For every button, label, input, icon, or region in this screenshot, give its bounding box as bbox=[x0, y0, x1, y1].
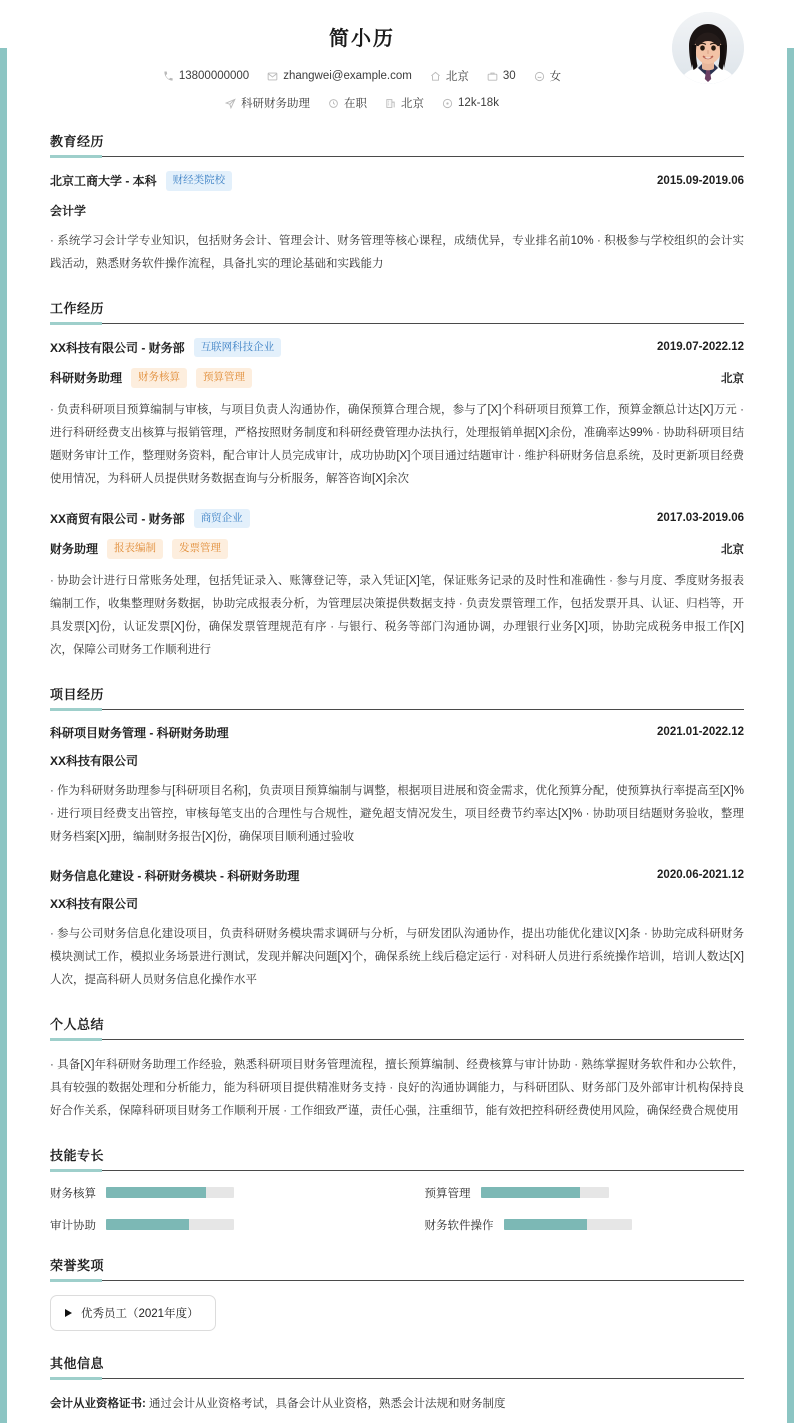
role-tag: 预算管理 bbox=[196, 368, 252, 388]
section-rule bbox=[50, 1280, 744, 1281]
section-title-awards: 荣誉奖项 bbox=[50, 1257, 105, 1273]
section-rule bbox=[50, 156, 744, 157]
role-tag: 发票管理 bbox=[172, 539, 228, 559]
building-icon bbox=[385, 98, 396, 109]
intent-position-text: 科研财务助理 bbox=[241, 98, 311, 110]
section-rule-accent bbox=[50, 1038, 102, 1041]
job-title: 科研财务助理 bbox=[50, 371, 123, 386]
contact-phone-text: 13800000000 bbox=[178, 70, 250, 82]
entry-role-line bbox=[50, 368, 744, 388]
company-tag: 商贸企业 bbox=[194, 509, 250, 529]
entry-header-line bbox=[50, 867, 744, 884]
contact-phone bbox=[163, 70, 249, 82]
gender-icon bbox=[534, 71, 545, 82]
section-rule bbox=[50, 1378, 744, 1379]
skill-label: 审计协助 bbox=[50, 1219, 96, 1232]
section-header-project bbox=[50, 684, 744, 710]
entry-header-line bbox=[50, 509, 744, 529]
phone-icon bbox=[163, 71, 174, 82]
award-chip[interactable] bbox=[50, 1295, 216, 1331]
school-name: 北京工商大学 - 本科 bbox=[50, 174, 157, 189]
skill-progress-track bbox=[504, 1219, 632, 1230]
work-location: 北京 bbox=[721, 372, 744, 385]
skill-progress-track bbox=[106, 1187, 234, 1198]
work-description: · 协助会计进行日常账务处理，包括凭证录入、账簿登记等，录入凭证[X]笔，保证账务记录的及时性和准确性 · 参与月度、季度财务报表编制工作，收集整理财务数据，协助完成报表分析，为管理层决策提供数据支持 · 负责发票管理工作，包括发票开具、认证、归档等，开具发票[X]份，认证发票[X]份，确保发票管理规范有序 · 与银行、税务等部门沟通协调，办理银行业务[X]项，协助完成税务申报工作[X]次，保障公司财务工作顺利进行 bbox=[50, 574, 744, 656]
section-rule-accent bbox=[50, 1279, 102, 1282]
skill-label: 预算管理 bbox=[424, 1187, 471, 1200]
work-date: 2019.07-2022.12 bbox=[657, 341, 744, 354]
entry-header-line bbox=[50, 171, 744, 191]
awards-row bbox=[50, 1295, 744, 1331]
section-rule bbox=[50, 1170, 744, 1171]
entry-left bbox=[50, 509, 250, 529]
entry-left bbox=[50, 338, 281, 358]
entry-header-line bbox=[50, 338, 744, 358]
project-name: 财务信息化建设 - 科研财务模块 - 科研财务助理 bbox=[50, 868, 300, 883]
role-tag: 报表编制 bbox=[107, 539, 163, 559]
summary-text: · 具备[X]年科研财务助理工作经验，熟悉科研项目财务管理流程，擅长预算编制、经费核算与审计协助 · 熟练掌握财务软件和办公软件，具有较强的数据处理和分析能力，能为科研项目提供精准财务支持 · 良好的沟通协调能力，与科研团队、财务部门及外部审计机构保持良好合作关系，保障科研项目财务工作顺利开展 · 工作细致严谨，责任心强，注重细节，能有效把控科研经费使用风险，确保经费合规使用 bbox=[50, 1058, 744, 1117]
project-description: · 作为科研财务助理参与[科研项目名称]，负责项目预算编制与调整，根据项目进展和资金需求，优化预算分配，使预算执行率提高至[X]% · 进行项目经费支出管控，审核每笔支出的合理性与合规性，避免超支情况发生，项目经费节约率达[X]% · 协助项目结题财务验收，整理财务档案[X]册，编制财务报告[X]份，确保项目顺利通过验收 bbox=[50, 784, 744, 843]
entry-role-line bbox=[50, 539, 744, 559]
section-title-work: 工作经历 bbox=[50, 300, 105, 316]
contact-email-text: zhangwei@example.com bbox=[283, 70, 412, 82]
education-date: 2015.09-2019.06 bbox=[657, 174, 744, 187]
project-company: XX科技有限公司 bbox=[50, 753, 139, 768]
section-project bbox=[50, 684, 744, 992]
section-title-education: 教育经历 bbox=[50, 134, 105, 149]
intent-city-text: 北京 bbox=[401, 98, 425, 110]
section-header-work bbox=[50, 298, 744, 324]
contact-row bbox=[50, 68, 744, 84]
school-tag: 财经类院校 bbox=[166, 171, 233, 191]
section-header-awards bbox=[50, 1255, 744, 1281]
status-icon bbox=[328, 98, 339, 109]
entry-header-line bbox=[50, 724, 744, 741]
job-intent-row bbox=[50, 95, 744, 111]
section-header-education bbox=[50, 131, 744, 157]
skill-item bbox=[50, 1185, 370, 1201]
skill-progress-fill bbox=[504, 1219, 587, 1230]
section-rule-accent bbox=[50, 1377, 102, 1380]
section-header-summary bbox=[50, 1014, 744, 1040]
skill-label: 财务软件操作 bbox=[424, 1219, 494, 1232]
project-description: · 参与公司财务信息化建设项目，负责科研财务模块需求调研与分析，与研发团队沟通协作，提出功能优化建议[X]条 · 协助完成科研财务模块测试工作，模拟业务场景进行测试，发现并解决问题[X]个，确保系统上线后稳定运行 · 对科研人员进行系统操作培训，培训人数达[X]人次，提高科研人员财务信息化操作水平 bbox=[50, 927, 744, 986]
home-icon bbox=[430, 71, 441, 82]
intent-status bbox=[328, 95, 367, 111]
section-education bbox=[50, 131, 744, 276]
skills-grid bbox=[50, 1185, 744, 1233]
entry-left bbox=[50, 867, 299, 884]
skill-progress-fill bbox=[106, 1187, 206, 1198]
work-description: · 负责科研项目预算编制与审核，与项目负责人沟通协作，确保预算合理合规，参与了[X]个科研项目预算工作，预算金额总计达[X]万元 · 进行科研经费支出核算与报销管理，严格按照财务制度和科研经费管理办法执行，处理报销单据[X]余份，准确率达99% · 协助科研项目结题财务审计工作，整理财务资料，配合审计人员完成审计，成功协助[X]个项目通过结题审计 · 维护科研财务信息系统，及时更新项目经费使用情况，为科研人员提供财务数据查询与分析服务，解答咨询[X]余次 bbox=[50, 403, 744, 485]
work-date: 2017.03-2019.06 bbox=[657, 512, 744, 525]
briefcase-icon bbox=[487, 71, 498, 82]
section-summary bbox=[50, 1014, 744, 1123]
major-name: 会计学 bbox=[50, 203, 87, 218]
skill-progress-fill bbox=[481, 1187, 581, 1198]
skill-item bbox=[425, 1217, 745, 1233]
avatar bbox=[672, 12, 744, 84]
section-rule bbox=[50, 323, 744, 324]
play-triangle-icon bbox=[65, 1309, 72, 1317]
section-other bbox=[50, 1353, 744, 1416]
intent-salary-text: 12k-18k bbox=[458, 97, 499, 109]
section-rule-accent bbox=[50, 322, 102, 325]
entry-left bbox=[50, 539, 228, 559]
contact-gender-text: 女 bbox=[549, 71, 562, 83]
project-company: XX科技有限公司 bbox=[50, 896, 139, 911]
skill-item bbox=[50, 1217, 370, 1233]
section-title-summary: 个人总结 bbox=[50, 1016, 105, 1032]
intent-status-text: 在职 bbox=[344, 98, 368, 110]
section-rule-accent bbox=[50, 155, 102, 158]
other-info-item bbox=[50, 1393, 744, 1416]
section-awards bbox=[50, 1255, 744, 1331]
contact-gender bbox=[534, 68, 562, 84]
contact-city-text: 北京 bbox=[445, 71, 469, 83]
entry-left bbox=[50, 171, 232, 191]
mail-icon bbox=[267, 71, 278, 82]
company-name: XX商贸有限公司 - 财务部 bbox=[50, 511, 185, 526]
section-rule-accent bbox=[50, 708, 102, 711]
project-entry bbox=[50, 724, 744, 849]
project-date: 2020.06-2021.12 bbox=[657, 869, 744, 881]
education-entry bbox=[50, 171, 744, 276]
contact-city bbox=[430, 68, 469, 84]
skill-item bbox=[425, 1185, 745, 1201]
section-rule bbox=[50, 1039, 744, 1040]
skill-progress-track bbox=[481, 1187, 609, 1198]
coin-icon bbox=[442, 98, 453, 109]
skill-progress-fill bbox=[106, 1219, 189, 1230]
job-title: 财务助理 bbox=[50, 542, 99, 557]
work-entry bbox=[50, 509, 744, 662]
role-tag: 财务核算 bbox=[131, 368, 187, 388]
work-location: 北京 bbox=[721, 543, 744, 556]
other-info-label: 会计从业资格证书: bbox=[50, 1397, 146, 1410]
section-skills bbox=[50, 1145, 744, 1233]
page-title: 简小历 bbox=[329, 28, 395, 50]
section-work bbox=[50, 298, 744, 662]
paper-plane-icon bbox=[225, 98, 236, 109]
project-name: 科研项目财务管理 - 科研财务助理 bbox=[50, 725, 229, 740]
contact-age bbox=[487, 70, 516, 82]
intent-city bbox=[385, 95, 424, 111]
section-title-project: 项目经历 bbox=[50, 686, 105, 702]
entry-left bbox=[50, 368, 252, 388]
project-date: 2021.01-2022.12 bbox=[657, 726, 744, 738]
resume-header bbox=[50, 0, 744, 125]
section-rule bbox=[50, 709, 744, 710]
section-rule-accent bbox=[50, 1169, 102, 1172]
project-entry bbox=[50, 867, 744, 992]
intent-position bbox=[225, 95, 310, 111]
entry-left bbox=[50, 724, 229, 741]
section-header-skills bbox=[50, 1145, 744, 1171]
skill-label: 财务核算 bbox=[50, 1187, 96, 1200]
other-info-value: 通过会计从业资格考试，具备会计从业资格，熟悉会计法规和财务制度 bbox=[149, 1397, 506, 1410]
intent-salary bbox=[442, 97, 499, 109]
award-label: 优秀员工（2021年度） bbox=[81, 1307, 199, 1320]
contact-email bbox=[267, 70, 412, 82]
section-header-other bbox=[50, 1353, 744, 1379]
section-title-skills: 技能专长 bbox=[50, 1147, 105, 1163]
education-description: · 系统学习会计学专业知识，包括财务会计、管理会计、财务管理等核心课程，成绩优异，专业排名前10% · 积极参与学校组织的会计实践活动，熟悉财务软件操作流程，具备扎实的理论基础和实践能力 bbox=[50, 234, 744, 270]
company-tag: 互联网科技企业 bbox=[194, 338, 282, 358]
contact-age-text: 30 bbox=[502, 70, 516, 82]
skill-progress-track bbox=[106, 1219, 234, 1230]
section-title-other: 其他信息 bbox=[50, 1355, 105, 1371]
company-name: XX科技有限公司 - 财务部 bbox=[50, 340, 185, 355]
work-entry bbox=[50, 338, 744, 491]
